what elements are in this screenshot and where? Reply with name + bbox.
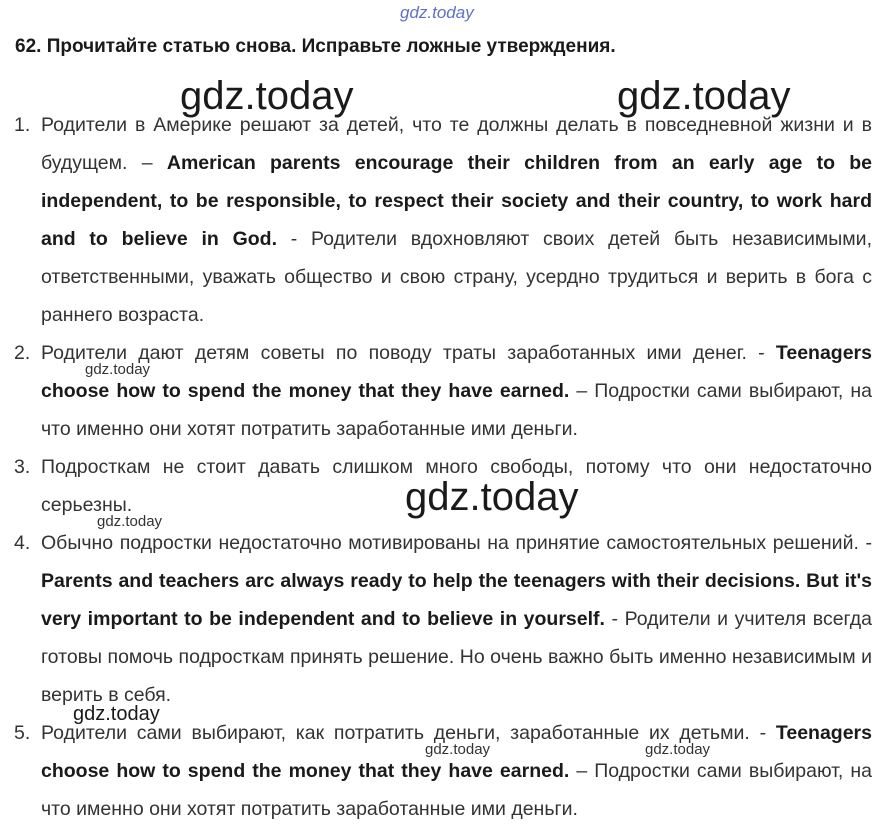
- correction-en: Teenagers choose how to spend the money that they have earned.: [41, 342, 872, 402]
- translation-ru: - Родители и учителя всегда готовы помочь подросткам принять решение. Но очень важно быть именно независимым и верить в себя.: [41, 608, 872, 706]
- false-statement: Обычно подростки недостаточно мотивированы на принятие самостоятельных решений. -: [41, 532, 872, 554]
- false-statement: Подросткам не стоит давать слишком много свободы, потому что они недостаточно серьезны.: [41, 456, 872, 516]
- correction-en: American parents encourage their children from an early age to be independent, to be responsible, to respect their society and their country, to work hard and to believe in God.: [41, 152, 873, 250]
- item-text: [41, 524, 872, 714]
- item-number: 2.: [14, 342, 31, 364]
- watermark-small: gdz.today: [85, 361, 151, 378]
- item-number: 5.: [14, 722, 31, 744]
- item-text: [41, 334, 872, 448]
- list-item-1: [14, 106, 872, 334]
- translation-ru: - Родители вдохновляют своих детей быть независимыми, ответственными, уважать общество и свою страну, усердно трудиться и верить в бога с раннего возраста.: [41, 228, 872, 326]
- watermark-large: gdz.today: [405, 475, 579, 519]
- false-statement: Родители сами выбирают, как потратить деньги, заработанные их детьми. -: [41, 722, 767, 744]
- list-item-4: [14, 524, 872, 714]
- correction-en: Teenagers choose how to spend the money that they have earned.: [41, 722, 872, 782]
- item-number: 1.: [14, 114, 31, 136]
- exercise-heading: 62. Прочитайте статью снова. Исправьте ложные утверждения.: [15, 36, 616, 57]
- translation-ru: – Подростки сами выбирают, на что именно они хотят потратить заработанные ими деньги.: [41, 760, 873, 820]
- list-item-2: [14, 334, 872, 448]
- watermark-small: gdz.today: [425, 741, 491, 758]
- watermark-small: gdz.today: [97, 513, 163, 530]
- false-statement: Родители в Америке решают за детей, что те должны делать в повседневной жизни и в будущем. –: [41, 114, 872, 174]
- translation-ru: – Подростки сами выбирают, на что именно они хотят потратить заработанные ими деньги.: [41, 380, 873, 440]
- false-statement: Родители дают детям советы по поводу траты заработанных ими денег. -: [41, 342, 765, 364]
- watermark-small: gdz.today: [645, 741, 711, 758]
- item-number: 4.: [14, 532, 31, 554]
- watermark-large: gdz.today: [180, 74, 354, 118]
- item-text: [41, 714, 872, 828]
- correction-en: Parents and teachers arc always ready to help the teenagers with their decisions. But it's very important to be independent and to believe in yourself.: [41, 570, 872, 630]
- list-item-5: [14, 714, 872, 828]
- item-number: 3.: [14, 456, 31, 478]
- watermark-top: gdz.today: [400, 3, 474, 22]
- watermark-large: gdz.today: [617, 74, 791, 118]
- watermark-medium: gdz.today: [73, 703, 160, 725]
- item-text: [41, 106, 872, 334]
